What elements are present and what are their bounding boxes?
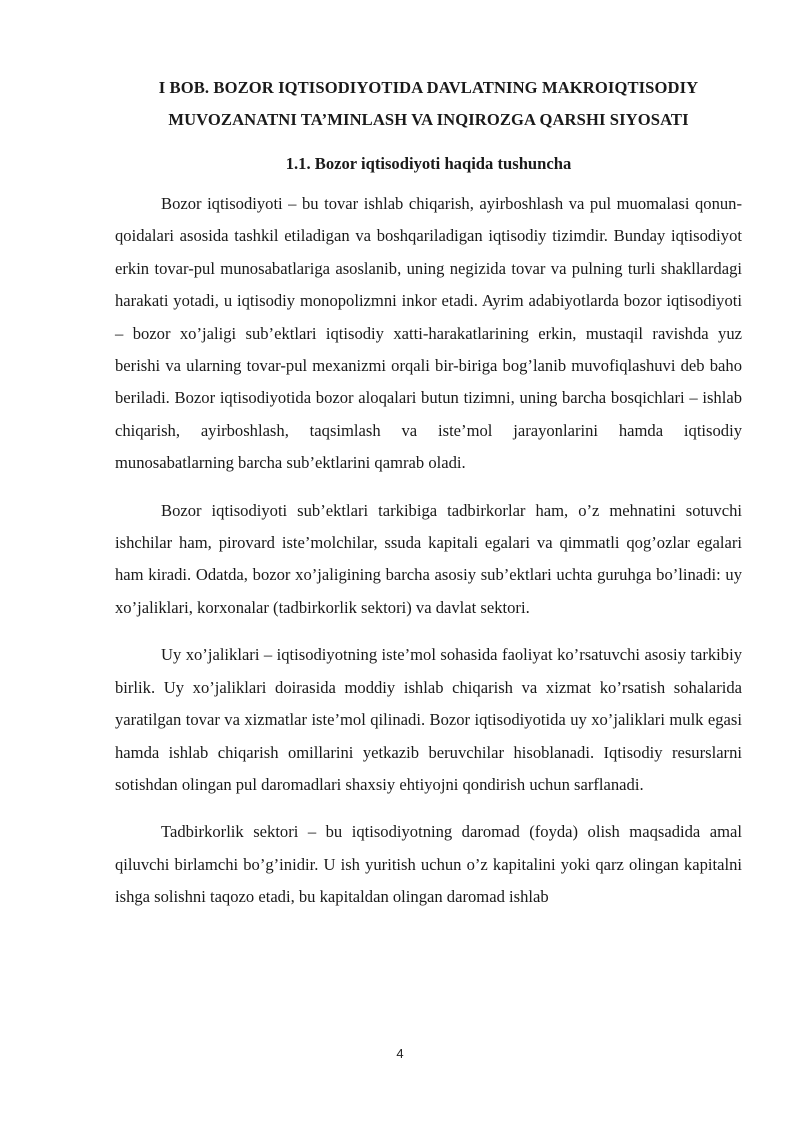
page-number: 4 — [396, 1046, 404, 1061]
chapter-title — [115, 72, 742, 136]
paragraph-3: Uy xo’jaliklari – iqtisodiyotning iste’mol sohasida faoliyat ko’rsatuvchi asosiy tarkibiy birlik. Uy xo’jaliklari doirasida moddiy ishlab chiqarish va xizmat ko’rsatish sohalarida yaratilgan tovar va xizmatlar iste’mol qilinadi. Bozor iqtisodiyotida uy xo’jaliklari mulk egasi hamda ishlab chiqarish omillarini yetkazib beruvchilar hisoblanadi. Iqtisodiy resurslarni sotishdan olingan pul daromadlari shaxsiy ehtiyojni qondirish uchun sarflanadi. — [115, 645, 742, 794]
paragraph-4: Tadbirkorlik sektori – bu iqtisodiyotning daromad (foyda) olish maqsadida amal qiluvchi birlamchi bo’g’inidir. U ish yuritish uchun o’z kapitalini yoki qarz olingan kapitalni ishga solishni taqozo etadi, bu kapitaldan olingan daromad ishlab — [115, 822, 742, 907]
section-title: 1.1. Bozor iqtisodiyoti haqida tushuncha — [285, 154, 572, 173]
chapter-title-line-1: I BOB. BOZOR IQTISODIYOTIDA DAVLATNING MAKROIQTISODIY — [158, 78, 699, 97]
chapter-title-line-2: MUVOZANATNI TA’MINLASH VA INQIROZGA QARSHI SIYOSATI — [168, 110, 689, 129]
paragraph-1: Bozor iqtisodiyoti – bu tovar ishlab chiqarish, ayirboshlash va pul muomalasi qonun-qoidalari asosida tashkil etiladigan va boshqariladigan iqtisodiy tizimdir. Bunday iqtisodiyot erkin tovar-pul munosabatlariga asoslanib, uning negizida tovar va pulning turli shakllardagi harakati yotadi, u iqtisodiy monopolizmni inkor etadi. Ayrim adabiyotlarda bozor iqtisodiyoti – bozor xo’jaligi sub’ektlari iqtisodiy xatti-harakatlarining erkin, mustaqil ravishda yuz berishi va ularning tovar-pul mexanizmi orqali bir-biriga bog’lanib muvofiqlashuvi deb baho beriladi. Bozor iqtisodiyotida bozor aloqalari butun tizimni, uning barcha bosqichlari – ishlab chiqarish, ayirboshlash, taqsimlash va iste’mol jarayonlarini hamda iqtisodiy munosabatlarning barcha sub’ektlarini qamrab oladi. — [115, 194, 742, 473]
paragraph-2: Bozor iqtisodiyoti sub’ektlari tarkibiga tadbirkorlar ham, o’z mehnatini sotuvchi ishchilar ham, pirovard iste’molchilar, ssuda kapitali egalari va qimmatli qog’ozlar egalari ham kiradi. Odatda, bozor xo’jaligining barcha asosiy sub’ektlari uchta guruhga bo’linadi: uy xo’jaliklari, korxonalar (tadbirkorlik sektori) va davlat sektori. — [115, 500, 742, 617]
